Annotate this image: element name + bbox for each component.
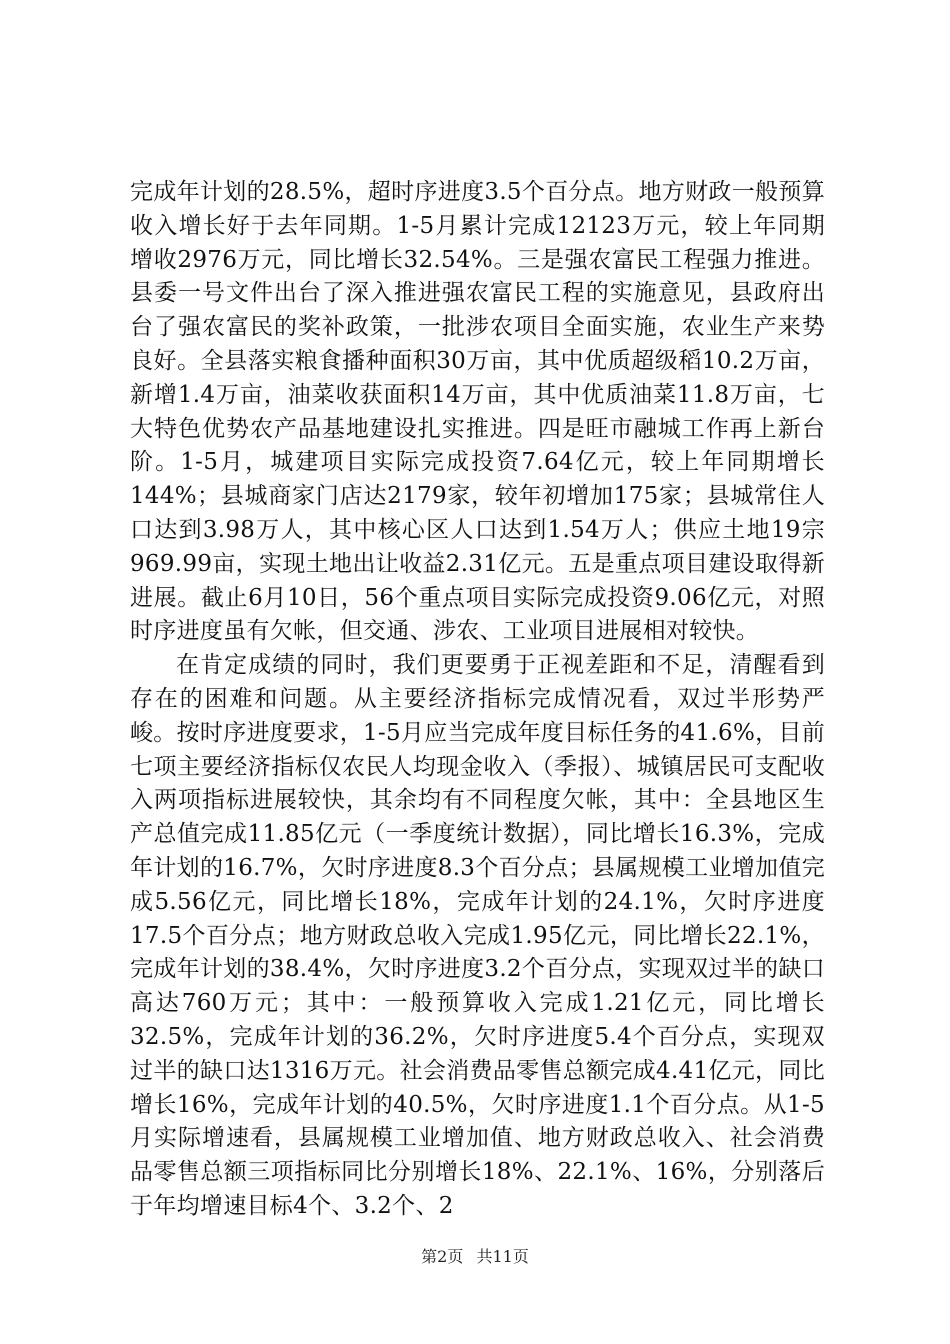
paragraph-2: 在肯定成绩的同时，我们更要勇于正视差距和不足，清醒看到存在的困难和问题。从主要经济指标完成情况看，双过半形势严峻。按时序进度要求，1-5月应当完成年度目标任务的41.6%，目前七项主要经济指标仅农民人均现金收入（季报）、城镇居民可支配收入两项指标进展较快，其余均有不同程度欠帐，其中：全县地区生产总值完成11.85亿元（一季度统计数据），同比增长16.3%，完成年计划的16.7%，欠时序进度8.3个百分点；县属规模工业增加值完成5.56亿元，同比增长18%，完成年计划的24.1%，欠时序进度17.5个百分点；地方财政总收入完成1.95亿元，同比增长22.1%，完成年计划的38.4%，欠时序进度3.2个百分点，实现双过半的缺口高达760万元；其中：一般预算收入完成1.21亿元，同比增长32.5%，完成年计划的36.2%，欠时序进度5.4个百分点，实现双过半的缺口达1316万元。社会消费品零售总额完成4.41亿元，同比增长16%，完成年计划的40.5%，欠时序进度1.1个百分点。从1-5月实际增速看，县属规模工业增加值、地方财政总收入、社会消费品零售总额三项指标同比分别增长18%、22.1%、16%，分别落后于年均增速目标4个、3.2个、2	[130, 652, 826, 1219]
paragraph-1: 完成年计划的28.5%，超时序进度3.5个百分点。地方财政一般预算收入增长好于去年同期。1-5月累计完成12123万元，较上年同期增收2976万元，同比增长32.54%。三是强农富民工程强力推进。县委一号文件出台了深入推进强农富民工程的实施意见，县政府出台了强农富民的奖补政策，一批涉农项目全面实施，农业生产来势良好。全县落实粮食播种面积30万亩，其中优质超级稻10.2万亩，新增1.4万亩，油菜收获面积14万亩，其中优质油菜11.8万亩，七大特色优势农产品基地建设扎实推进。四是旺市融城工作再上新台阶。1-5月，城建项目实际完成投资7.64亿元，较上年同期增长144%；县城商家门店达2179家，较年初增加175家；县城常住人口达到3.98万人，其中核心区人口达到1.54万人；供应土地19宗969.99亩，实现土地出让收益2.31亿元。五是重点项目建设取得新进展。截止6月10日，56个重点项目实际完成投资9.06亿元，对照时序进度虽有欠帐，但交通、涉农、工业项目进展相对较快。	[130, 179, 825, 645]
document-body	[130, 176, 825, 1224]
page-number: 第2页	[421, 1247, 464, 1266]
page-footer	[0, 1244, 950, 1267]
page-total: 共11页	[476, 1247, 529, 1266]
